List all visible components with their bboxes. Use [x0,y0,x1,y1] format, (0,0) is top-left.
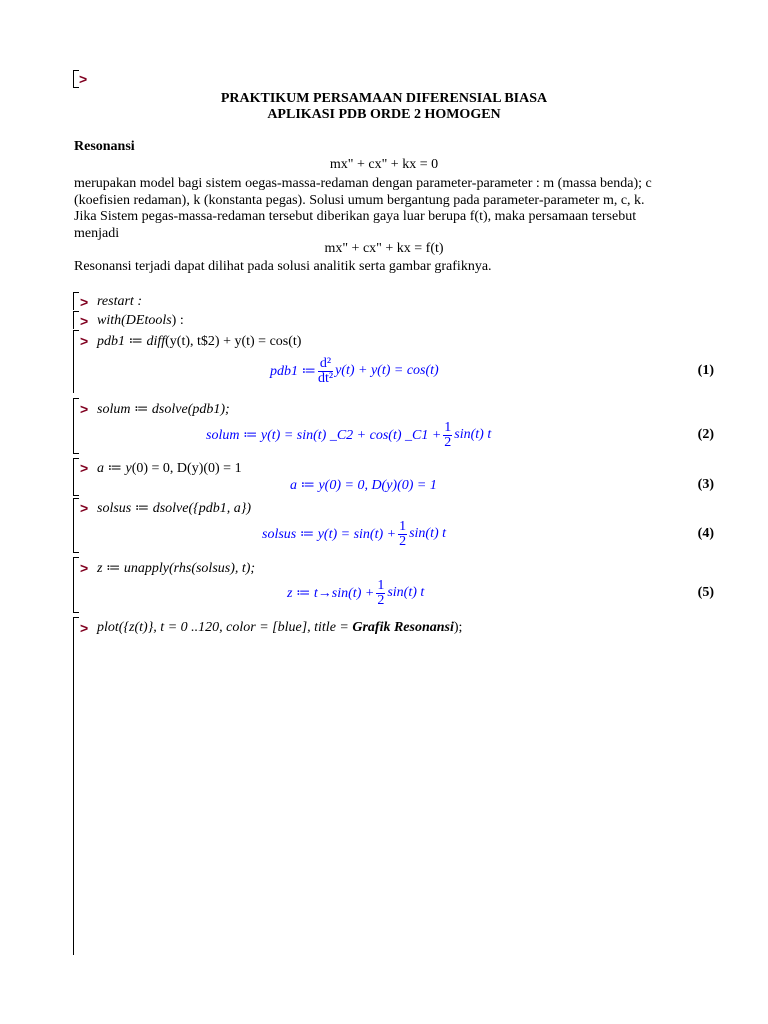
paragraph-line: Jika Sistem pegas-massa-redaman tersebut diberikan gaya luar berupa f(t), maka persamaan tersebut [74,209,637,224]
command-prompt[interactable]: > [80,294,89,310]
command-unapply[interactable]: z ≔ unapply(rhs(solsus), t); [97,561,256,576]
command-solsus[interactable]: solsus ≔ dsolve({pdb1, a}) [97,501,251,516]
command-plot[interactable]: plot({z(t)}, t = 0 ..120, color = [blue], title = Grafik Resonansi); [97,620,463,635]
bracket-tick [73,612,79,613]
output-z-function: z ≔ t→sin(t) + $\frac{1}{2}$ sin(t) t [287,577,425,608]
output-solsus: solsus ≔ y(t) = sin(t) + $\frac{1}{2}$ sin(t) t [262,518,447,549]
output-initial-conditions: a ≔ y(0) = 0, D(y)(0) = 1 [290,478,437,493]
bracket-tick [73,398,79,399]
group-bracket [73,398,74,453]
command-prompt[interactable]: > [80,401,89,417]
equation-number: (3) [697,477,714,492]
group-bracket [73,330,74,393]
bracket-tick [73,87,79,88]
bracket-tick [73,330,79,331]
bracket-tick [73,552,79,553]
command-prompt[interactable]: > [80,460,89,476]
command-prompt[interactable]: > [80,500,89,516]
command-restart[interactable]: restart : [97,294,142,309]
paragraph-line: (koefisien redaman), k (konstanta pegas). Solusi umum bergantung pada parameter-parameter m, c, k. [74,193,645,208]
command-with-detools[interactable]: with(DEtools) : [97,313,184,328]
group-bracket [73,557,74,612]
command-prompt[interactable]: > [80,620,89,636]
document-title-line2: APLIKASI PDB ORDE 2 HOMOGEN [267,107,501,122]
bracket-tick [73,498,79,499]
bracket-tick [73,292,79,293]
command-prompt[interactable]: > [79,71,88,87]
group-bracket [73,292,74,310]
equation-forced: mx" + cx" + kx = f(t) [324,241,444,256]
command-solum[interactable]: solum ≔ dsolve(pdb1); [97,402,230,417]
equation-number: (4) [697,526,714,541]
output-solum: solum ≔ y(t) = sin(t) _C2 + cos(t) _C1 + $\frac{1}{2}$ sin(t) t [206,419,492,450]
equation-number: (5) [697,585,714,600]
bracket-tick [73,311,79,312]
bracket-tick [73,495,79,496]
equation-homogeneous: mx" + cx" + kx = 0 [329,157,439,172]
paragraph-line: Resonansi terjadi dapat dilihat pada solusi analitik serta gambar grafiknya. [74,259,492,274]
paragraph-line: menjadi [74,226,120,241]
derivative-fraction: $\frac{\text{d²}}{\text{dt²}}$ [317,355,334,386]
bracket-tick [73,557,79,558]
paragraph-line: merupakan model bagi sistem oegas-massa-redaman dengan parameter-parameter : m (massa benda); c [74,176,652,191]
bracket-tick [73,458,79,459]
equation-number: (1) [697,363,714,378]
half-fraction: $\frac{1}{2}$ [444,419,452,450]
group-bracket [73,458,74,495]
command-prompt[interactable]: > [80,333,89,349]
group-bracket [73,498,74,552]
group-bracket [73,311,74,329]
command-prompt[interactable]: > [80,560,89,576]
group-bracket-top [73,70,74,88]
output-pdb1: pdb1 ≔ $\frac{\text{d²}}{\text{dt²}}$ y(t) + y(t) = cos(t) [270,355,439,386]
section-heading: Resonansi [74,139,135,154]
group-bracket [73,617,74,955]
half-fraction: $\frac{1}{2}$ [377,577,385,608]
equation-number: (2) [697,427,714,442]
command-pdb1[interactable]: pdb1 ≔ diff(y(t), t$2) + y(t) = cos(t) [97,334,302,349]
command-prompt[interactable]: > [80,313,89,329]
half-fraction: $\frac{1}{2}$ [399,518,407,549]
command-initial-conditions[interactable]: a ≔ y(0) = 0, D(y)(0) = 1 [97,461,242,476]
document-title-line1: PRAKTIKUM PERSAMAAN DIFERENSIAL BIASA [220,91,548,106]
bracket-tick [73,453,79,454]
bracket-tick [73,617,79,618]
